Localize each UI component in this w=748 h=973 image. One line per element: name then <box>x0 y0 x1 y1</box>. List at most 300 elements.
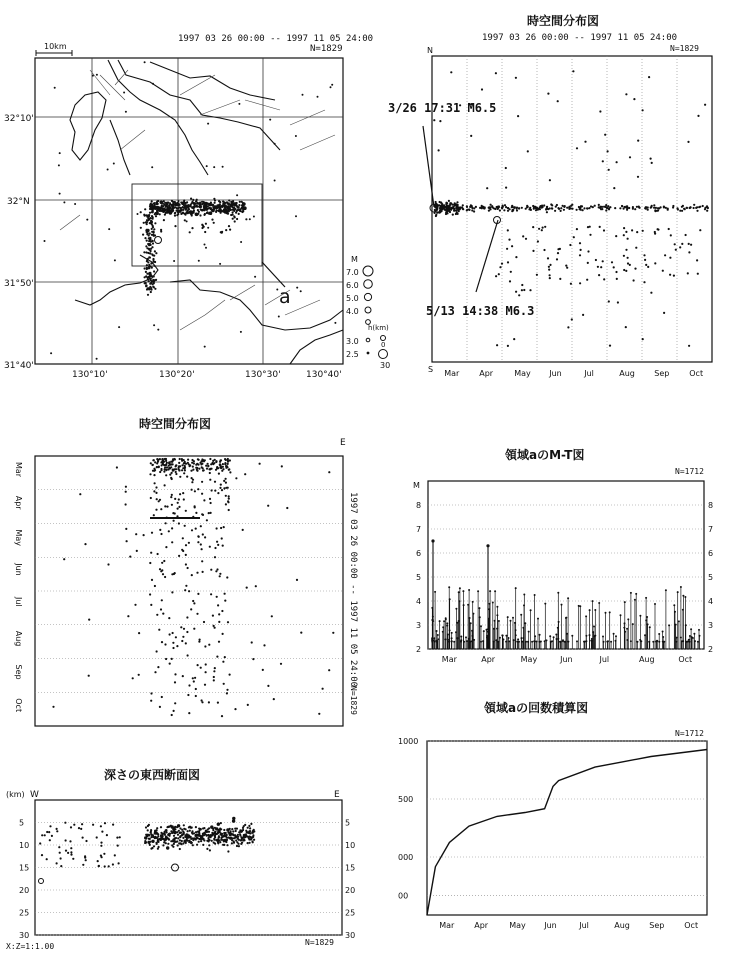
event-dot <box>228 509 230 511</box>
depth-event <box>219 831 221 833</box>
depth-event <box>237 843 239 845</box>
event-dot <box>202 533 204 535</box>
epicenter-dot <box>151 246 153 248</box>
event-dot <box>200 525 202 527</box>
mt-head <box>492 602 494 604</box>
event-dot <box>657 228 659 230</box>
epicenter-dot <box>152 209 154 211</box>
epicenter-dot <box>239 201 241 203</box>
epicenter-dot <box>74 203 76 205</box>
event-dot <box>164 484 166 486</box>
event-dot <box>512 209 514 211</box>
event-dot <box>675 249 677 251</box>
mt-head <box>465 636 467 638</box>
depth-event <box>192 839 194 841</box>
epicenter-dot <box>152 286 154 288</box>
epicenter-dot <box>274 180 276 182</box>
event-dot <box>219 487 221 489</box>
depth-event <box>223 829 225 831</box>
event-dot <box>183 628 185 630</box>
mt-head <box>576 640 578 642</box>
epicenter-dot <box>153 265 155 267</box>
m-tick-label: 8 <box>416 501 422 510</box>
depth-event <box>104 865 106 867</box>
epicenter-dot <box>183 199 185 201</box>
mt-head <box>648 641 650 643</box>
depth-event <box>196 834 198 836</box>
depth-event <box>209 849 211 851</box>
mt-head <box>624 601 626 603</box>
event-dot <box>517 115 519 117</box>
depth-event <box>41 854 43 856</box>
mt-head <box>609 611 611 613</box>
event-dot <box>637 176 639 178</box>
event-dot <box>186 631 188 633</box>
event-dot <box>625 326 627 328</box>
event-dot <box>213 462 215 464</box>
event-dot <box>642 338 644 340</box>
mt-head <box>645 619 647 621</box>
epicenter-dot <box>146 273 148 275</box>
epicenter-dot <box>207 123 209 125</box>
depth-west: W <box>30 790 39 800</box>
depth-event <box>245 833 247 835</box>
epicenter-dot <box>150 287 152 289</box>
epicenter-dot <box>187 212 189 214</box>
depth-event <box>214 843 216 845</box>
event-dot <box>515 291 517 293</box>
event-dot <box>603 229 605 231</box>
depth-event <box>103 853 105 855</box>
event-dot <box>647 206 649 208</box>
epicenter-dot <box>148 234 150 236</box>
epicenter-dot <box>234 220 236 222</box>
event-dot <box>221 537 223 539</box>
event-dot <box>187 462 189 464</box>
event-dot <box>592 206 594 208</box>
mt-head <box>658 633 660 635</box>
epicenter-dot <box>155 252 157 254</box>
event-dot <box>177 508 179 510</box>
depth-event <box>226 828 229 831</box>
event-dot <box>623 255 625 257</box>
epicenter-dot <box>204 244 206 246</box>
event-dot <box>209 498 211 500</box>
mt-head <box>682 595 684 597</box>
event-dot <box>504 204 506 206</box>
epicenter-dot <box>59 152 61 154</box>
epicenter-dot <box>200 206 202 208</box>
epicenter-dot <box>242 205 244 207</box>
epicenter-dot <box>178 200 180 202</box>
depth-event <box>231 828 233 830</box>
depth-event <box>188 826 190 828</box>
mt-head <box>620 614 622 616</box>
depth-event <box>100 845 102 847</box>
event-dot <box>163 471 165 473</box>
event-dot <box>187 654 189 656</box>
event-dot <box>560 207 562 209</box>
event-dot <box>202 467 204 469</box>
event-dot <box>198 641 200 643</box>
event-dot <box>664 254 666 256</box>
epicenter-dot <box>180 209 182 211</box>
event-dot <box>227 621 229 623</box>
epicenter-dot <box>50 352 52 354</box>
event-dot <box>550 203 552 205</box>
event-dot <box>225 459 227 461</box>
epicenter-dot <box>107 169 109 171</box>
event-dot <box>647 209 649 211</box>
mt-head <box>456 622 458 624</box>
event-dot <box>178 462 180 464</box>
depth-event <box>146 835 148 837</box>
epicenter-dot <box>173 204 175 206</box>
event-dot <box>162 573 164 575</box>
event-dot <box>559 248 561 250</box>
mt-head <box>493 628 495 630</box>
epicenter-dot <box>152 226 154 228</box>
epicenter-dot <box>216 206 218 208</box>
event-dot <box>125 528 127 530</box>
epicenter-dot <box>254 276 256 278</box>
epicenter-dot <box>146 276 148 278</box>
event-dot <box>547 257 549 259</box>
event-dot <box>558 208 560 210</box>
depth-event <box>169 833 171 835</box>
mt-head <box>544 603 546 605</box>
event-dot <box>181 464 183 466</box>
event-dot <box>160 508 162 510</box>
event-dot <box>481 206 483 208</box>
depth-event <box>70 851 72 853</box>
event-dot <box>156 650 158 652</box>
event-dot <box>136 550 138 552</box>
depth-event <box>203 834 205 836</box>
m-tick-label-right: 7 <box>708 525 714 534</box>
event-dot <box>88 619 90 621</box>
depth-event <box>92 824 94 826</box>
month-label: Sep <box>649 921 665 930</box>
epicenter-dot <box>144 282 146 284</box>
event-dot <box>218 473 220 475</box>
epicenter-dot <box>148 280 150 282</box>
mt-head <box>626 628 628 630</box>
depth-tick-label: 25 <box>19 908 30 918</box>
epicenter-dot <box>182 206 184 208</box>
event-dot <box>533 208 535 210</box>
event-dot <box>496 344 498 346</box>
epicenter-dot <box>192 206 194 208</box>
epicenter-dot <box>210 202 212 204</box>
event-dot <box>525 238 527 240</box>
month-label: Jul <box>584 369 594 378</box>
event-dot <box>150 462 152 464</box>
event-dot <box>667 208 669 210</box>
depth-event <box>196 844 198 846</box>
event-dot <box>598 204 600 206</box>
epicenter-dot <box>151 211 153 213</box>
epicenter-dot <box>143 214 145 216</box>
epicenter-dot <box>150 291 152 293</box>
event-dot <box>493 207 495 209</box>
epicenter-dot <box>233 207 235 209</box>
event-dot <box>497 208 499 210</box>
mt-head <box>593 626 595 628</box>
event-dot <box>696 206 698 208</box>
event-dot <box>175 636 177 638</box>
epicenter-dot <box>191 214 193 216</box>
event-dot <box>171 527 173 529</box>
mt-head <box>668 624 670 626</box>
event-dot <box>549 274 551 276</box>
depth-event <box>180 843 182 845</box>
event-dot <box>209 479 211 481</box>
depth-event <box>58 846 60 848</box>
event-dot <box>194 490 196 492</box>
depth-event <box>168 825 170 827</box>
month-label: Aug <box>614 921 630 930</box>
event-dot <box>599 207 601 209</box>
event-dot <box>164 466 166 468</box>
event-dot <box>153 490 155 492</box>
event-dot <box>521 284 523 286</box>
region-a-pointer <box>262 262 285 287</box>
epicenter-dot <box>242 202 244 204</box>
event-dot <box>204 536 206 538</box>
map-count: N=1829 <box>310 44 343 54</box>
event-dot <box>688 345 690 347</box>
depth-event <box>219 839 221 841</box>
event-dot <box>658 207 660 209</box>
event-dot <box>328 471 330 473</box>
mt-head <box>460 636 462 638</box>
event-dot <box>645 264 647 266</box>
event-dot <box>332 632 334 634</box>
mt-head <box>585 635 587 637</box>
epicenter-dot <box>153 270 155 272</box>
event-dot <box>611 261 613 263</box>
epicenter-dot <box>296 287 298 289</box>
event-dot <box>160 533 162 535</box>
mt-head <box>592 600 594 602</box>
depth-event <box>200 840 202 842</box>
event-dot <box>220 467 222 469</box>
event-dot <box>650 158 652 160</box>
depth-event <box>193 832 195 834</box>
mt-head <box>565 641 567 643</box>
epicenter-dot <box>156 201 158 203</box>
depth-event <box>56 828 58 830</box>
st-ns-month-labels <box>444 369 703 378</box>
event-dot <box>125 491 127 493</box>
epicenter-dot <box>202 225 204 227</box>
event-dot <box>214 490 216 492</box>
mt-head <box>486 629 488 631</box>
event-dot <box>164 643 166 645</box>
lat-label-3: 31°50' <box>4 279 34 289</box>
event-dot <box>161 696 163 698</box>
epicenter-dot <box>197 209 199 211</box>
epicenter-dot <box>212 205 214 207</box>
event-dot <box>219 464 221 466</box>
event-dot <box>576 209 578 211</box>
depth-event <box>60 857 62 859</box>
cumulative-panel <box>398 700 707 930</box>
event-dot <box>228 468 230 470</box>
event-dot <box>505 167 507 169</box>
event-dot <box>627 262 629 264</box>
mt-head <box>496 606 498 608</box>
event-dot <box>635 247 637 249</box>
event-dot <box>654 233 656 235</box>
event-dot <box>647 266 649 268</box>
depth-event <box>106 834 108 836</box>
epicenter-dot <box>148 237 150 239</box>
epicenter-dot <box>225 229 227 231</box>
event-dot <box>576 147 578 149</box>
epicenter-dot <box>178 202 180 204</box>
event-dot <box>570 283 572 285</box>
event-dot <box>296 579 298 581</box>
event-dot <box>322 688 324 690</box>
event-dot <box>648 76 650 78</box>
event-dot <box>507 207 509 209</box>
epicenter-dot <box>203 202 205 204</box>
epicenter-dot <box>237 209 239 211</box>
event-dot <box>197 593 199 595</box>
event-dot <box>151 579 153 581</box>
event-dot <box>187 459 189 461</box>
depth-event <box>56 862 58 864</box>
epicenter-dot <box>269 119 271 121</box>
event-dot <box>153 474 155 476</box>
event-dot <box>63 558 65 560</box>
depth-event <box>177 824 180 827</box>
event-dot <box>579 242 581 244</box>
depth-event <box>170 840 172 842</box>
epicenter-dot <box>204 231 206 233</box>
depth-event <box>250 823 252 825</box>
month-label: Jun <box>14 563 23 576</box>
depth-event <box>183 824 185 826</box>
depth-event <box>148 834 150 836</box>
event-dot <box>259 463 261 465</box>
depth-event <box>191 826 193 828</box>
mt-head <box>645 597 647 599</box>
depth-event <box>189 836 191 838</box>
event-dot <box>643 281 645 283</box>
depth-event <box>173 843 175 845</box>
event-dot <box>157 459 159 461</box>
month-label: Oct <box>678 655 693 664</box>
event-dot <box>158 629 160 631</box>
lon-label-3: 130°30' <box>245 370 281 380</box>
event-dot <box>150 700 152 702</box>
event-dot <box>171 573 173 575</box>
depth-event <box>249 827 251 829</box>
event-dot <box>673 275 675 277</box>
depth-event <box>147 829 149 831</box>
event-dot <box>210 569 212 571</box>
event-dot <box>582 314 584 316</box>
mt-head <box>518 641 520 643</box>
event-dot <box>185 554 187 556</box>
depth-event <box>81 823 83 825</box>
event-dot <box>217 702 219 704</box>
event-dot <box>214 547 216 549</box>
mt-head <box>632 623 634 625</box>
event-dot <box>171 504 173 506</box>
event-dot <box>579 282 581 284</box>
epicenter-dot <box>190 198 192 200</box>
depth-tick-label: 10 <box>19 841 30 850</box>
event-dot <box>201 463 203 465</box>
event-dot <box>213 670 215 672</box>
depth-event <box>247 842 249 844</box>
depth-event <box>181 829 183 831</box>
mt-head <box>530 609 532 611</box>
event-dot <box>328 669 330 671</box>
mt-head <box>446 622 448 624</box>
depth-event <box>174 826 176 828</box>
event-dot <box>251 641 253 643</box>
lat-label-2: 32°N <box>7 197 30 207</box>
epicenter-dot <box>219 201 221 203</box>
event-dot <box>181 549 183 551</box>
depth-event <box>226 839 228 841</box>
mt-head <box>589 609 591 611</box>
month-label: Oct <box>14 698 23 713</box>
event-dot <box>191 574 193 576</box>
event-dot <box>681 243 683 245</box>
depth-event <box>167 843 169 845</box>
depth-event <box>179 832 181 834</box>
mt-head <box>502 638 504 640</box>
depth-event <box>166 846 169 849</box>
depth-event <box>231 839 233 841</box>
depth-event <box>64 822 66 824</box>
epicenter-dot <box>143 222 145 224</box>
event-dot <box>613 266 615 268</box>
event-dot <box>566 207 568 209</box>
event-dot <box>516 207 518 209</box>
epicenter-dot <box>118 326 120 328</box>
epicenter-dot <box>163 219 165 221</box>
epicenter-dot <box>213 198 215 200</box>
event-dot <box>674 243 676 245</box>
event-dot <box>88 675 90 677</box>
epicenter-dot <box>295 135 297 137</box>
depth-event <box>163 831 165 833</box>
epicenter-dot <box>184 214 186 216</box>
legend-m-5: 3.0 <box>346 337 359 346</box>
epicenter-dot <box>238 206 240 208</box>
event-dot <box>607 150 609 152</box>
event-dot <box>623 234 625 236</box>
event-dot <box>696 259 698 261</box>
event-dot <box>138 632 140 634</box>
event-dot <box>166 466 168 468</box>
mt-head <box>523 604 525 606</box>
event-dot <box>617 301 619 303</box>
event-dot <box>208 701 210 703</box>
event-dot <box>458 210 460 212</box>
depth-event <box>229 833 232 836</box>
event-dot <box>183 472 185 474</box>
month-label: Mar <box>444 369 460 378</box>
event-dot <box>214 556 216 558</box>
